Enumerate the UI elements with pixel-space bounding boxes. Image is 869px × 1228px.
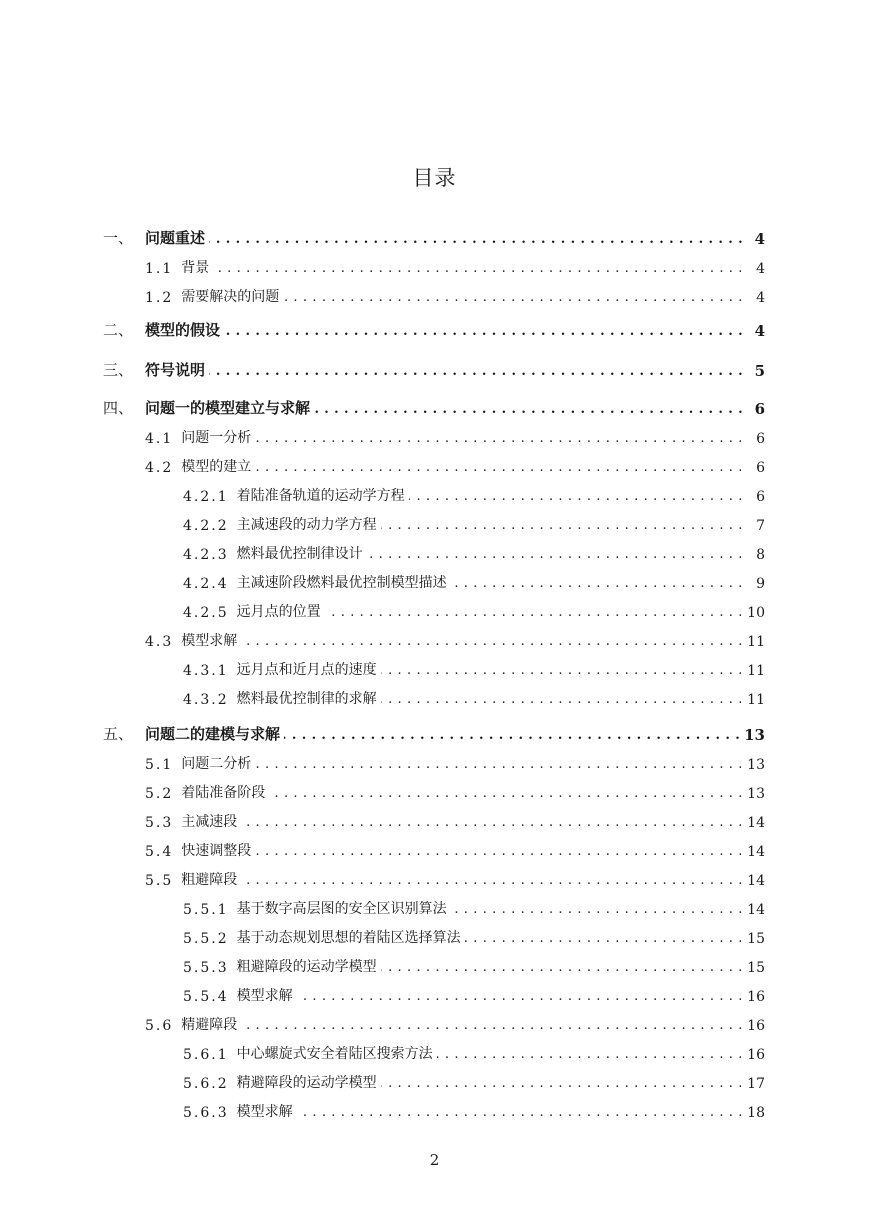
toc-entry-title: 模型求解 [236,1104,293,1120]
toc-leader-dots [381,516,743,530]
toc-entry-number: 五、 [103,725,134,743]
toc-entry[interactable] [145,836,765,860]
toc-entry-title: 问题重述 [145,229,206,247]
toc-entry-title: 基于动态规划思想的着陆区选择算法 [236,930,461,946]
toc-entry-page: 16 [747,989,765,1005]
toc-entry-page: 11 [747,634,765,650]
toc-entry-number: 5.6.3 [183,1105,229,1121]
toc-entry-page: 7 [756,518,765,534]
toc-entry-title: 远月点和近月点的速度 [236,662,377,678]
toc-entry-title: 燃料最优控制律设计 [236,546,363,562]
toc-entry-page: 6 [754,400,765,418]
toc-entry[interactable] [103,356,765,380]
toc-leader-dots [255,755,743,769]
toc-entry-title: 问题二的建模与求解 [145,725,281,743]
toc-entry[interactable] [183,1039,765,1063]
toc-entry-title: 主减速阶段燃料最优控制模型描述 [236,575,447,591]
toc-leader-dots [209,362,743,376]
toc-leader-dots [381,1074,743,1088]
toc-entry-title: 模型的建立 [181,459,252,475]
toc-entry-title: 粗避障段 [181,872,238,888]
toc-entry-title: 主减速段 [181,814,238,830]
toc-entry-title: 问题一的模型建立与求解 [145,399,311,417]
toc-leader-dots [297,1103,743,1117]
toc-entry[interactable] [103,720,765,744]
toc-entry[interactable] [183,952,765,976]
toc-leader-dots [437,1045,743,1059]
toc-entry-number: 5.5.1 [183,902,229,918]
toc-entry-title: 快速调整段 [181,843,252,859]
toc-entry-title: 精避障段 [181,1017,238,1033]
toc-entry-title: 中心螺旋式安全着陆区搜索方法 [236,1046,433,1062]
toc-entry[interactable] [183,481,765,505]
toc-entry-title: 模型求解 [236,988,293,1004]
toc-leader-dots [381,690,743,704]
toc-entry-title: 模型的假设 [145,321,221,339]
toc-entry[interactable] [103,316,765,340]
toc-entry-number: 4.2.2 [183,518,229,534]
toc-leader-dots [465,929,743,943]
toc-entry[interactable] [183,597,765,621]
toc-leader-dots [451,574,743,588]
toc-entry-number: 4.2.1 [183,489,229,505]
toc-entry-number: 4.1 [145,431,174,447]
toc-leader-dots [213,259,743,273]
toc-entry-number: 4.3 [145,634,174,650]
toc-leader-dots [325,603,743,617]
toc-leader-dots [241,1016,743,1030]
page-title: 目录 [412,166,457,190]
toc-entry-page: 4 [754,322,765,340]
toc-entry[interactable] [145,1010,765,1034]
toc-entry-page: 4 [756,261,765,277]
toc-entry-number: 5.5.3 [183,960,229,976]
toc-entry-title: 模型求解 [181,633,238,649]
toc-entry-page: 15 [747,960,765,976]
toc-entry[interactable] [103,224,765,248]
toc-entry-title: 着陆准备轨道的运动学方程 [236,488,405,504]
toc-entry[interactable] [145,865,765,889]
toc-entry-page: 11 [747,663,765,679]
toc-leader-dots [314,400,743,414]
toc-entry[interactable] [183,568,765,592]
toc-entry-page: 11 [747,692,765,708]
toc-entry-page: 14 [747,815,765,831]
toc-entry[interactable] [183,981,765,1005]
toc-entry[interactable] [183,1097,765,1121]
toc-entry-number: 三、 [103,361,134,379]
toc-leader-dots [283,288,743,302]
toc-entry-title: 精避障段的运动学模型 [236,1075,377,1091]
toc-entry[interactable] [103,394,765,418]
toc-leader-dots [381,661,743,675]
toc-entry-number: 5.5.4 [183,989,229,1005]
toc-entry-title: 基于数字高层图的安全区识别算法 [236,901,447,917]
toc-entry[interactable] [145,452,765,476]
toc-leader-dots [255,842,743,856]
toc-entry[interactable] [183,894,765,918]
toc-entry-number: 4.3.1 [183,663,229,679]
toc-leader-dots [451,900,743,914]
toc-entry-page: 6 [756,431,765,447]
toc-entry-number: 5.3 [145,815,174,831]
toc-entry-page: 8 [756,547,765,563]
toc-entry-page: 9 [756,576,765,592]
toc-entry-page: 5 [754,362,765,380]
toc-entry-number: 5.4 [145,844,174,860]
toc-entry-page: 17 [747,1076,765,1092]
toc-entry-title: 主减速段的动力学方程 [236,517,377,533]
toc-entry-title: 符号说明 [145,361,206,379]
toc-entry[interactable] [145,282,765,306]
toc-entry-page: 6 [756,460,765,476]
toc-entry-page: 14 [747,902,765,918]
toc-entry-title: 需要解决的问题 [181,289,280,305]
toc-entry-page: 14 [747,873,765,889]
toc-entry[interactable] [183,655,765,679]
toc-leader-dots [241,632,743,646]
toc-leader-dots [381,958,743,972]
toc-entry-page: 13 [747,757,765,773]
toc-entry[interactable] [183,1068,765,1092]
toc-entry-page: 13 [744,726,765,744]
toc-leader-dots [255,429,743,443]
toc-entry[interactable] [183,539,765,563]
toc-entry[interactable] [145,749,765,773]
toc-entry[interactable] [145,253,765,277]
toc-entry-number: 1.2 [145,290,174,306]
toc-entry-page: 15 [747,931,765,947]
toc-leader-dots [241,813,743,827]
toc-leader-dots [409,487,743,501]
toc-entry-number: 4.2 [145,460,174,476]
toc-entry-page: 16 [747,1047,765,1063]
toc-entry[interactable] [145,778,765,802]
toc-entry-title: 背景 [181,260,210,276]
toc-entry-number: 4.2.3 [183,547,229,563]
toc-entry-number: 5.1 [145,757,174,773]
toc-leader-dots [241,871,743,885]
toc-entry-number: 5.2 [145,786,174,802]
toc-leader-dots [367,545,743,559]
toc-entry-number: 一、 [103,229,134,247]
toc-entry[interactable] [145,807,765,831]
toc-entry-page: 18 [747,1105,765,1121]
toc-entry-number: 四、 [103,399,134,417]
toc-entry-title: 燃料最优控制律的求解 [236,691,377,707]
toc-leader-dots [269,784,743,798]
page-number: 2 [429,1151,440,1169]
toc-entry-title: 问题二分析 [181,756,252,772]
toc-leader-dots [255,458,743,472]
toc-entry-page: 10 [747,605,765,621]
toc-leader-dots [284,726,740,740]
toc-entry-number: 5.5 [145,873,174,889]
toc-entry-title: 问题一分析 [181,430,252,446]
toc-entry-page: 4 [754,230,765,248]
toc-entry-page: 16 [747,1018,765,1034]
toc-leader-dots [297,987,743,1001]
toc-entry-title: 着陆准备阶段 [181,785,266,801]
toc-entry-number: 4.3.2 [183,692,229,708]
toc-entry-number: 5.6.2 [183,1076,229,1092]
toc-entry[interactable] [183,684,765,708]
toc-entry-number: 1.1 [145,261,174,277]
toc-entry[interactable] [183,510,765,534]
toc-entry-number: 5.6.1 [183,1047,229,1063]
toc-entry[interactable] [145,626,765,650]
toc-entry-page: 14 [747,844,765,860]
toc-entry-number: 5.5.2 [183,931,229,947]
toc-leader-dots [224,322,743,336]
toc-entry-page: 6 [756,489,765,505]
toc-entry-page: 13 [747,786,765,802]
toc-entry-number: 5.6 [145,1018,174,1034]
toc-entry[interactable] [145,423,765,447]
toc-entry-title: 远月点的位置 [236,604,321,620]
toc-entry[interactable] [183,923,765,947]
toc-entry-number: 4.2.4 [183,576,229,592]
toc-entry-page: 4 [756,290,765,306]
toc-leader-dots [209,230,743,244]
toc-entry-title: 粗避障段的运动学模型 [236,959,377,975]
toc-entry-number: 4.2.5 [183,605,229,621]
toc-entry-number: 二、 [103,321,134,339]
